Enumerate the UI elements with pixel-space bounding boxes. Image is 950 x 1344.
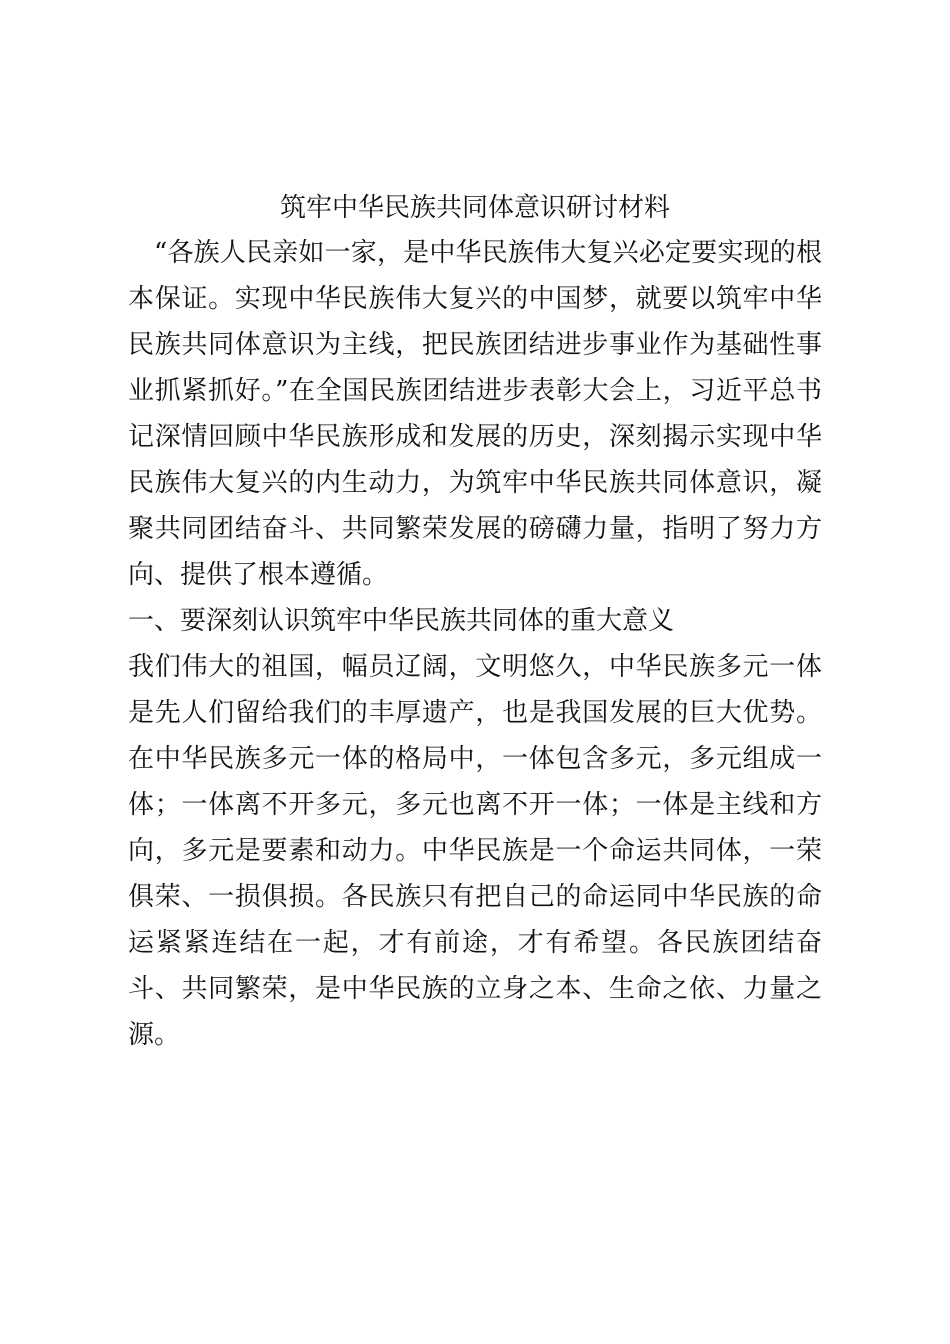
document-title: 筑牢中华民族共同体意识研讨材料 [279, 193, 670, 223]
section-1-paragraph: 我们伟大的祖国，幅员辽阔，文明悠久，中华民族多元一体是先人们留给我们的丰厚遗产，也是我国发展的巨大优势。在中华民族多元一体的格局中，一体包含多元，多元组成一体；一体离不开多元，多元也离不开一体；一体是主线和方向，多元是要素和动力。中华民族是一个命运共同体，一荣俱荣、一损俱损。各民族只有把自己的命运同中华民族的命运紧紧连结在一起，才有前途，才有希望。各民族团结奋斗、共同繁荣，是中华民族的立身之本、生命之依、力量之源。 [128, 652, 822, 1050]
document-body [128, 186, 822, 1058]
intro-paragraph: “各族人民亲如一家，是中华民族伟大复兴必定要实现的根本保证。实现中华民族伟大复兴的中国梦，就要以筑牢中华民族共同体意识为主线，把民族团结进步事业作为基础性事业抓紧抓好。”在全国民族团结进步表彰大会上，习近平总书记深情回顾中华民族形成和发展的历史，深刻揭示实现中华民族伟大复兴的内生动力，为筑牢中华民族共同体意识，凝聚共同团结奋斗、共同繁荣发展的磅礴力量，指明了努力方向、提供了根本遵循。 [128, 238, 822, 590]
section-1-heading: 一、要深刻认识筑牢中华民族共同体的重大意义 [128, 606, 675, 636]
